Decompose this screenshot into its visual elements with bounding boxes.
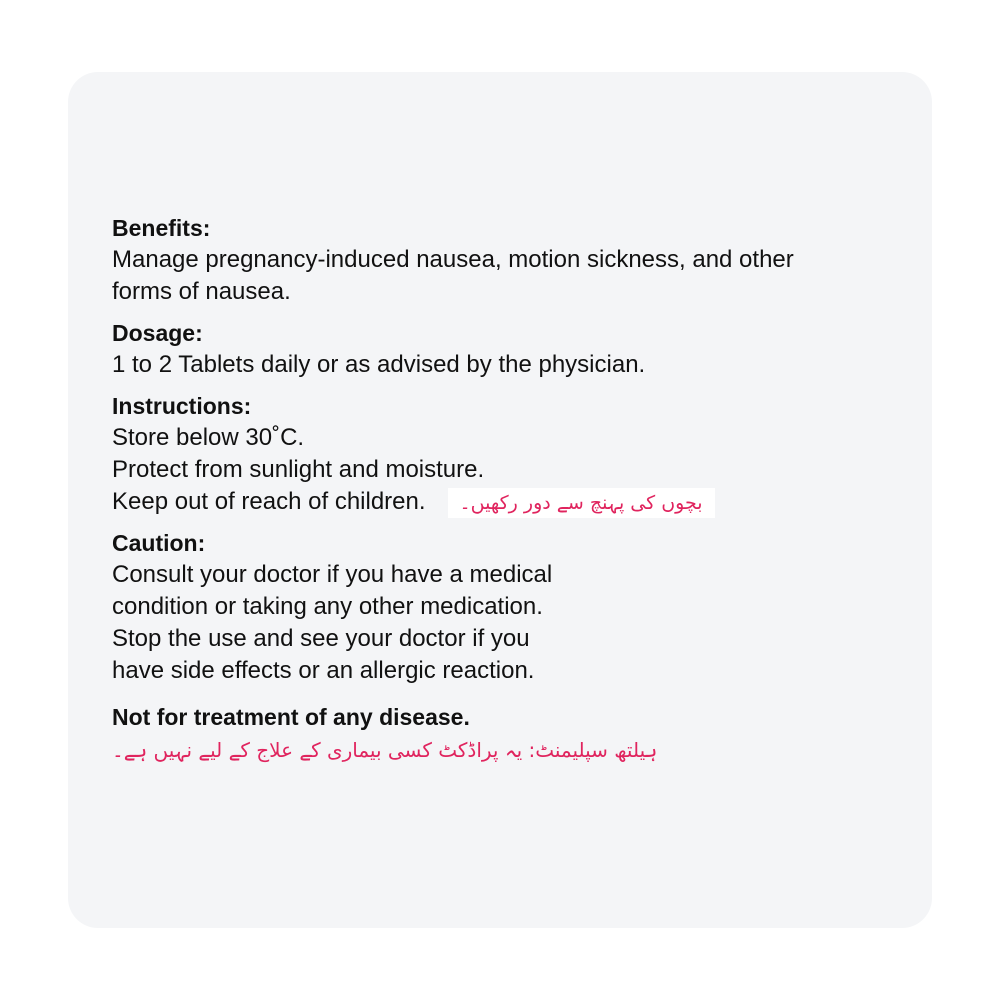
caution-heading: Caution: <box>112 530 206 556</box>
instructions-section <box>112 390 912 518</box>
caution-line: have side effects or an allergic reaction. <box>112 657 535 684</box>
benefits-line: forms of nausea. <box>112 278 291 305</box>
caution-line: Consult your doctor if you have a medical <box>112 561 553 588</box>
urdu-disclaimer: ہیلتھ سپلیمنٹ: یہ پراڈکٹ کسی بیماری کے علاج کے لیے نہیں ہے۔ <box>112 738 658 762</box>
caution-section <box>112 527 912 687</box>
dosage-section <box>112 317 912 381</box>
caution-line: condition or taking any other medication. <box>112 593 543 620</box>
disclaimer-text: Not for treatment of any disease. <box>112 704 470 730</box>
instructions-line: Protect from sunlight and moisture. <box>112 456 485 483</box>
benefits-line: Manage pregnancy-induced nausea, motion sickness, and other <box>112 246 794 273</box>
dosage-line: 1 to 2 Tablets daily or as advised by the physician. <box>112 351 646 378</box>
disclaimer-section <box>112 701 912 765</box>
label-content <box>112 212 912 765</box>
dosage-heading: Dosage: <box>112 320 203 346</box>
benefits-heading: Benefits: <box>112 215 211 241</box>
instructions-heading: Instructions: <box>112 393 252 419</box>
instructions-line: Store below 30˚C. <box>112 424 305 451</box>
keep-out-of-reach-text: Keep out of reach of children. <box>112 488 426 515</box>
instructions-line-children <box>112 486 912 518</box>
benefits-section <box>112 212 912 308</box>
urdu-keep-out-of-reach-note: بچوں کی پہنچ سے دور رکھیں۔ <box>448 488 715 518</box>
caution-line: Stop the use and see your doctor if you <box>112 625 530 652</box>
